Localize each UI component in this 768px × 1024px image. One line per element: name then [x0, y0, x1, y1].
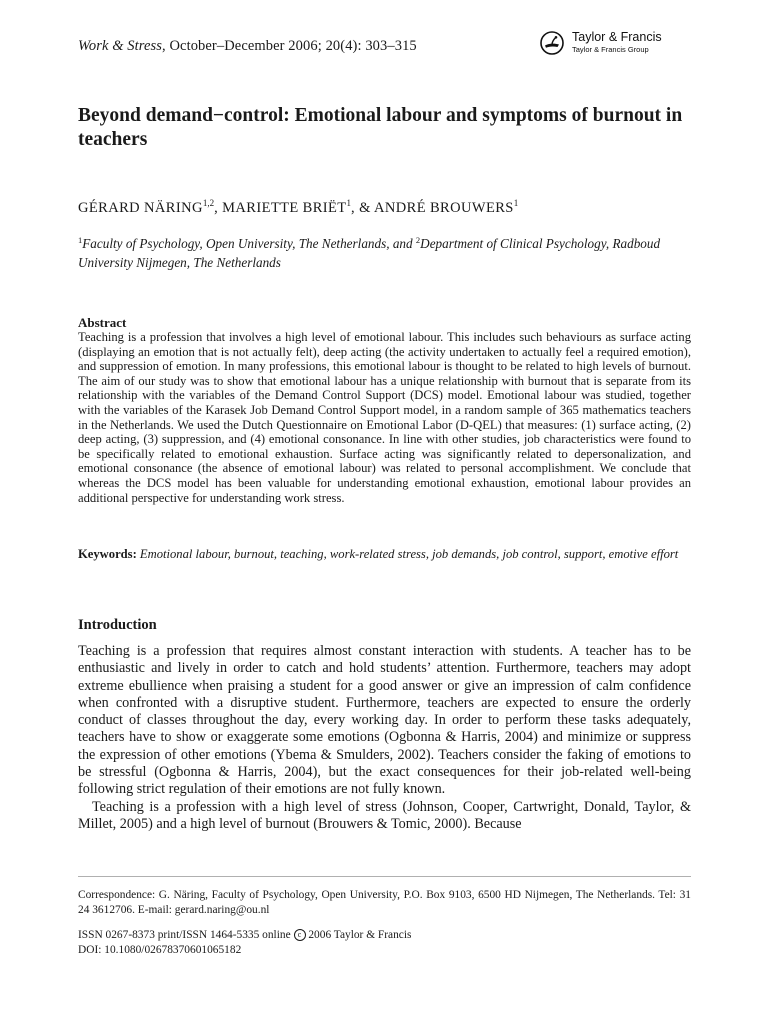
- copyright-text: 2006 Taylor & Francis: [308, 929, 412, 941]
- issn-text: ISSN 0267-8373 print/ISSN 1464-5335 online: [78, 929, 291, 941]
- affiliation-mark: 2: [415, 235, 421, 245]
- running-head: [78, 38, 417, 55]
- publisher-logo: [540, 30, 700, 58]
- affiliation-mark: 1: [78, 235, 83, 245]
- affiliation-text: Department of Clinical Psychology, Radboud University Nijmegen, The Netherlands: [78, 236, 661, 270]
- affiliations: [78, 234, 698, 272]
- paragraph: Teaching is a profession that requires almost constant interaction with students. A teacher has to be enthusiastic and lively in order to catch and hold students’ attention. Furthermore, teachers may adopt extreme ebullience when praising a student for a good answer or give an impression of calm confidence when confronted with a disruptive student. Furthermore, teachers are expected to ensure the orderly conduct of classes throughout the day, every working day. In order to perform these tasks adequately, teachers have to show or exaggerate some emotions (Ogbonna & Harris, 2004) and minimize or suppress the expression of other emotions (Ybema & Smulders, 2002). Teachers consider the faking of emotions to be stressful (Ogbonna & Harris, 2004), but the exact consequences for their job-related well-being following strict regulation of their emotions are not fully known.: [78, 643, 691, 798]
- author-list: [78, 200, 518, 217]
- introduction-heading: Introduction: [78, 617, 157, 633]
- author-separator: , &: [351, 200, 375, 216]
- journal-name: Work & Stress: [78, 38, 163, 54]
- issue-info: , October–December 2006; 20(4): 303–315: [162, 38, 417, 54]
- keywords-label: Keywords:: [78, 547, 137, 561]
- author-affiliation-mark: 1: [346, 198, 352, 208]
- copyright-icon: c: [294, 929, 306, 941]
- keywords: [78, 546, 691, 563]
- article-title: Beyond demand−control: Emotional labour and symptoms of burnout in teachers: [78, 105, 683, 150]
- keywords-list: Emotional labour, burnout, teaching, work-related stress, job demands, job control, support, emotive effort: [139, 547, 679, 561]
- introduction-body: [78, 643, 691, 833]
- author-affiliation-mark: 1,2: [202, 198, 215, 208]
- publisher-name: Taylor & Francis: [572, 30, 662, 44]
- paragraph: Teaching is a profession with a high level of stress (Johnson, Cooper, Cartwright, Donald, Taylor, & Millet, 2005) and a high level of burnout (Brouwers & Tomic, 2000). Because: [78, 798, 691, 832]
- affiliation-text: Faculty of Psychology, Open University, The Netherlands, and: [82, 236, 416, 251]
- correspondence-footnote: Correspondence: G. Näring, Faculty of Psychology, Open University, P.O. Box 9103, 6500 HD Nijmegen, The Netherlands. Tel: 31 24 3612706. E-mail: gerard.naring@ou.nl: [78, 889, 691, 916]
- taylor-francis-lamp-icon: [540, 31, 564, 55]
- author-name: MARIETTE BRIËT: [222, 200, 347, 216]
- abstract-heading: Abstract: [78, 315, 127, 330]
- issn-doi-block: [78, 928, 411, 958]
- publisher-group: Taylor & Francis Group: [572, 45, 649, 54]
- doi-line: DOI: 10.1080/02678370601065182: [78, 944, 242, 956]
- author-name: ANDRÉ BROUWERS: [374, 200, 514, 216]
- footnote-divider: [78, 876, 691, 877]
- author-affiliation-mark: 1: [513, 198, 519, 208]
- author-name: GÉRARD NÄRING: [78, 200, 203, 216]
- author-separator: ,: [214, 200, 223, 216]
- abstract-text: Teaching is a profession that involves a high level of emotional labour. This includes such behaviours as surface acting (displaying an emotion that is not actually felt), deep acting (the activity undertaken to actually feel a required emotion), and suppression of emotion. In many professions, this emotional labour is thought to be related to high levels of burnout. The aim of our study was to show that emotional labour has a unique relationship with burnout that is separate from its relationship with the variables of the Demand Control Support (DCS) model. Emotional labour was studied, together with the variables of the Karasek Job Demand Control Support model, in a random sample of 365 mathematics teachers in the Netherlands. We used the Dutch Questionnaire on Emotional Labor (D-QEL) that measures: (1) surface acting, (2) deep acting, (3) suppression, and (4) emotional consonance. In line with other studies, job characteristics were found to be specifically related to emotional exhaustion. Surface acting was significantly related to depersonalization, and emotional consonance (the absence of emotional labour) was related to personal accomplishment. We conclude that whereas the DCS model has been valuable for understanding emotional exhaustion, emotional labour provides an additional perspective for understanding work stress.: [78, 330, 691, 505]
- issn-line: [78, 928, 411, 943]
